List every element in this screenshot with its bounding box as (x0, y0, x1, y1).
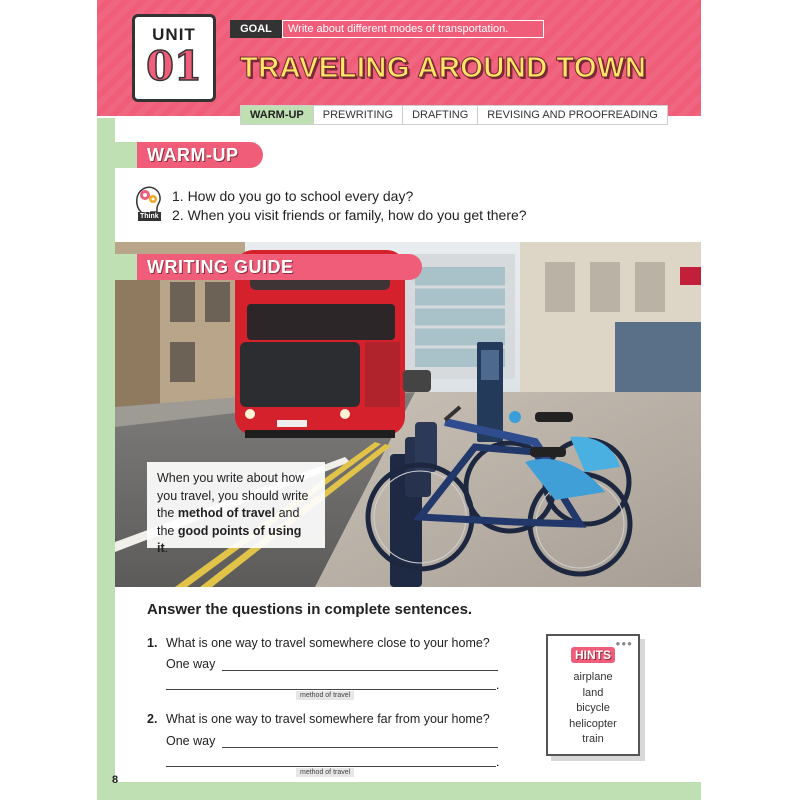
writing-guide-banner (97, 254, 327, 280)
tab-revising[interactable]: REVISING AND PROOFREADING (487, 109, 658, 121)
warm-up-question-2: 2. When you visit friends or family, how do you get there? (172, 207, 527, 223)
warm-up-banner (97, 142, 267, 168)
question-text-2: What is one way to travel somewhere far from your home? (166, 712, 490, 726)
sentence-starter-1: One way (166, 657, 216, 671)
answer-line[interactable] (222, 670, 498, 671)
tab-warm-up[interactable]: WARM-UP (241, 106, 314, 124)
page-margin-right (701, 0, 800, 800)
question-number-2: 2. (147, 712, 158, 726)
page-margin-left (0, 0, 97, 800)
tab-drafting[interactable]: DRAFTING (403, 106, 478, 124)
answer-hint-tag: method of travel (296, 691, 354, 700)
period-mark: . (496, 678, 500, 692)
stage-tabs (240, 105, 668, 125)
exercise-instruction: Answer the questions in complete sentences. (147, 601, 473, 618)
unit-badge (132, 14, 216, 102)
bottom-band (97, 782, 701, 800)
sentence-starter-2: One way (166, 734, 216, 748)
guide-text-part: When you write about how you travel, you should write the (157, 471, 309, 520)
page-number: 8 (112, 774, 119, 786)
hints-box (546, 634, 640, 756)
tab-prewriting[interactable]: PREWRITING (314, 106, 403, 124)
page-title: TRAVELING AROUND TOWN (240, 52, 647, 84)
think-label: Think (140, 213, 159, 220)
question-text-1: What is one way to travel somewhere close to your home? (166, 636, 490, 650)
warm-up-banner-label: WARM-UP (147, 144, 239, 165)
dots-icon: ●●● (615, 639, 633, 648)
hint-word: helicopter (569, 717, 617, 730)
answer-line[interactable] (166, 689, 496, 690)
guide-text-part: . (164, 541, 169, 555)
goal-tag: GOAL (230, 20, 282, 38)
guide-text-part: and the (157, 506, 300, 538)
hint-word: land (582, 686, 604, 699)
hint-word: train (582, 733, 604, 745)
hint-word: airplane (573, 671, 613, 683)
period-mark: . (496, 755, 500, 769)
writing-guide-text (147, 462, 325, 555)
unit-number: 01 (146, 43, 202, 90)
hint-word: bicycle (576, 702, 610, 714)
guide-bold-method: method of travel (177, 506, 276, 520)
guide-bold-points: good points of using it (157, 523, 302, 555)
question-number-1: 1. (147, 636, 158, 650)
goal-text: Write about different modes of transportation. (282, 20, 544, 38)
unit-label: UNIT (152, 25, 196, 44)
answer-hint-tag: method of travel (296, 768, 354, 777)
hints-title: HINTS (571, 647, 615, 663)
answer-line[interactable] (222, 747, 498, 748)
answer-line[interactable] (166, 766, 496, 767)
warm-up-question-1: 1. How do you go to school every day? (172, 188, 414, 204)
writing-guide-banner-label: WRITING GUIDE (147, 256, 294, 277)
side-band (97, 118, 115, 800)
